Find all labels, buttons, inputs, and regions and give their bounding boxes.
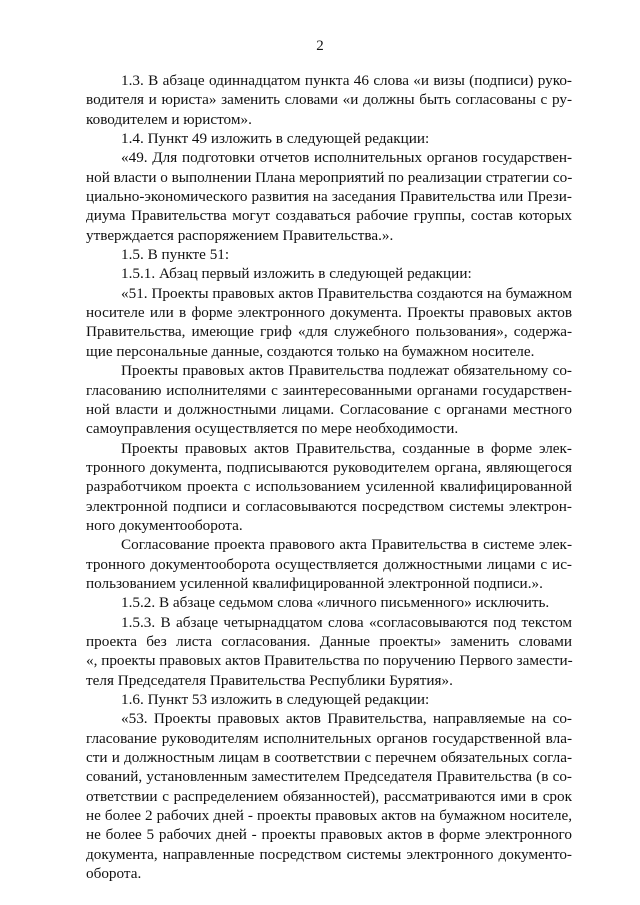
text-line: гласование руководителям исполнительных органов государственной вла-	[86, 729, 572, 747]
text-line: диума Правительства могут создаваться рабочие группы, состав которых	[86, 207, 572, 225]
text-line: ной власти о выполнении Плана мероприятий по реализации стратегии со-	[86, 168, 573, 186]
text-line: не более 2 рабочих дней - проекты правовых актов на бумажном носителе,	[86, 807, 572, 825]
text-line: Проекты правовых актов Правительства подлежат обязательному со-	[121, 362, 572, 380]
text-line: ководителем и юристом».	[86, 110, 252, 128]
text-line: 1.5. В пункте 51:	[121, 246, 230, 264]
text-line: «49. Для подготовки отчетов исполнительных органов государствен-	[121, 149, 572, 167]
text-line: 1.5.2. В абзаце седьмом слова «личного письменного» исключить.	[121, 594, 550, 612]
text-line: разработчиком проекта с использованием усиленной квалифицированной	[86, 478, 572, 496]
text-line: электронной подписи и согласовываются посредством системы электрон-	[86, 497, 572, 515]
text-line: документа, направленные посредством системы электронного документо-	[86, 845, 572, 863]
text-line: Правительства, имеющие гриф «для служебного пользования», содержа-	[86, 323, 572, 341]
text-line: проекта без листа согласования. Данные проекты» заменить словами	[86, 632, 572, 650]
text-line: 1.5.3. В абзаце четырнадцатом слова «согласовываются под текстом	[121, 613, 572, 631]
text-line: носителе или в форме электронного документа. Проекты правовых актов	[86, 304, 572, 322]
text-line: тронного документа, подписываются руководителем органа, являющегося	[86, 458, 572, 476]
text-line: ной власти и должностными лицами. Согласование с органами местного	[86, 400, 572, 418]
page-number: 2	[316, 38, 324, 54]
text-line: ответствии с распределением обязанностей), рассматриваются ими в срок	[86, 787, 572, 805]
text-line: тронного документооборота осуществляется должностными лицами с ис-	[86, 555, 572, 573]
text-line: ного документооборота.	[86, 516, 243, 534]
text-line: не более 5 рабочих дней - проекты правовых актов в форме электронного	[86, 826, 572, 844]
text-line: Проекты правовых актов Правительства, созданные в форме элек-	[121, 439, 572, 457]
text-line: «51. Проекты правовых актов Правительства создаются на бумажном	[121, 284, 572, 302]
text-line: сований, установленным заместителем Председателя Правительства (в со-	[86, 768, 572, 786]
text-line: 1.5.1. Абзац первый изложить в следующей редакции:	[121, 265, 472, 283]
text-line: самоуправления осуществляется по мере необходимости.	[86, 420, 459, 438]
text-line: оборота.	[86, 865, 142, 883]
text-line: Согласование проекта правового акта Правительства в системе элек-	[121, 536, 572, 554]
text-line: гласованию исполнителями с заинтересованными органами государствен-	[86, 381, 572, 399]
text-line: теля Председателя Правительства Республики Бурятия».	[86, 671, 453, 689]
text-line: щие персональные данные, создаются только на бумажном носителе.	[86, 342, 535, 360]
text-line: 1.4. Пункт 49 изложить в следующей редакции:	[121, 130, 430, 148]
text-line: «, проекты правовых актов Правительства по поручению Первого замести-	[86, 652, 573, 670]
text-line: 1.3. В абзаце одиннадцатом пункта 46 слова «и визы (подписи) руко-	[121, 72, 572, 89]
text-line: «53. Проекты правовых актов Правительства, направляемые на со-	[121, 710, 572, 728]
text-line: утверждается распоряжением Правительства.».	[86, 226, 394, 244]
text-line: сти и должностным лицам в соответствии с перечнем обязательных согла-	[86, 749, 572, 767]
text-line: циально-экономического развития на заседания Правительства или Прези-	[86, 188, 572, 206]
document-body	[86, 71, 572, 883]
text-line: 1.6. Пункт 53 изложить в следующей редакции:	[121, 691, 430, 708]
text-line: водителя и юриста» заменить словами «и должны быть согласованы с ру-	[86, 91, 572, 109]
text-line: пользованием усиленной квалифицированной электронной подписи.».	[86, 574, 543, 592]
